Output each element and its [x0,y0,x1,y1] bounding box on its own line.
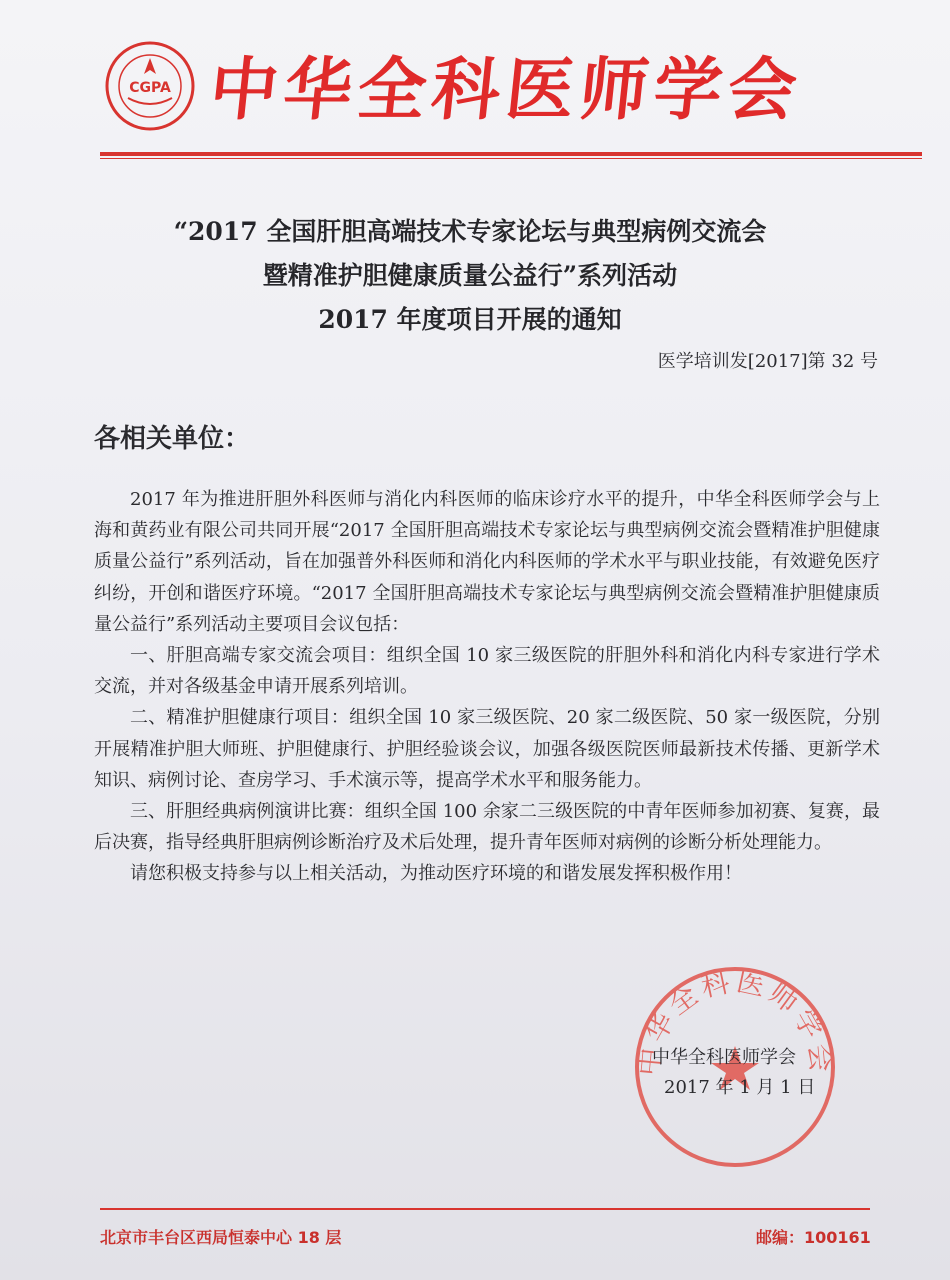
letterhead-rule [100,152,922,156]
notice-body [94,484,880,890]
notice-title-line-2: 暨精准护胆健康质量公益行”系列活动 [262,261,678,290]
footer-rule [100,1208,870,1210]
letterhead-rule-thin [100,158,922,159]
issue-date: 2017 年 1 月 1 日 [664,1077,816,1098]
svg-text:CGPA: CGPA [129,80,171,96]
paragraph-item-1: 一、肝胆高端专家交流会项目：组织全国 10 家三级医院的肝胆外科和消化内科专家进行学术交流，并对各级基金申请开展系列培训。 [94,645,880,698]
paragraph-closing: 请您积极支持参与以上相关活动，为推动医疗环境的和谐发展发挥积极作用！ [130,863,742,885]
org-name-heading: 中华全科医师学会 [205,50,807,130]
notice-title-line-1: “2017 全国肝胆高端技术专家论坛与典型病例交流会 [173,217,767,246]
paragraph-intro: 2017 年为推进肝胆外科医师与消化内科医师的临床诊疗水平的提升，中华全科医师学会与上海和黄药业有限公司共同开展“2017 全国肝胆高端技术专家论坛与典型病例交流会暨精准护胆健康质量公益行”系列活动，旨在加强普外科医师和消化内科医师的学术水平与职业技能，有效避免医疗纠纷，开创和谐医疗环境。“2017 全国肝胆高端技术专家论坛与典型病例交流会暨精准护胆健康质量公益行”系列活动主要项目会议包括： [94,489,880,635]
signer: 中华全科医师学会 [652,1047,796,1068]
salutation: 各相关单位： [94,424,251,454]
footer-postal-code: 邮编：100161 [756,1228,871,1247]
cgpa-logo [104,40,196,132]
svg-text:中华全科医师学会: 中华全科医师学会 [631,964,839,1078]
paragraph-item-3: 三、肝胆经典病例演讲比赛：组织全国 100 余家二三级医院的中青年医师参加初赛、复赛，最后决赛，指导经典肝胆病例诊断治疗及术后处理，提升青年医师对病例的诊断分析处理能力。 [94,801,880,854]
paragraph-item-2: 二、精准护胆健康行项目：组织全国 10 家三级医院、20 家二级医院、50 家一级医院，分别开展精准护胆大师班、护胆健康行、护胆经验谈会议，加强各级医院医师最新技术传播、更新学术知识、病例讨论、查房学习、手术演示等，提高学术水平和服务能力。 [94,707,880,791]
notice-title-line-3: 2017 年度项目开展的通知 [318,305,622,334]
document-number: 医学培训发[2017]第 32 号 [657,351,878,372]
footer-address: 北京市丰台区西局恒泰中心 18 层 [100,1228,342,1247]
